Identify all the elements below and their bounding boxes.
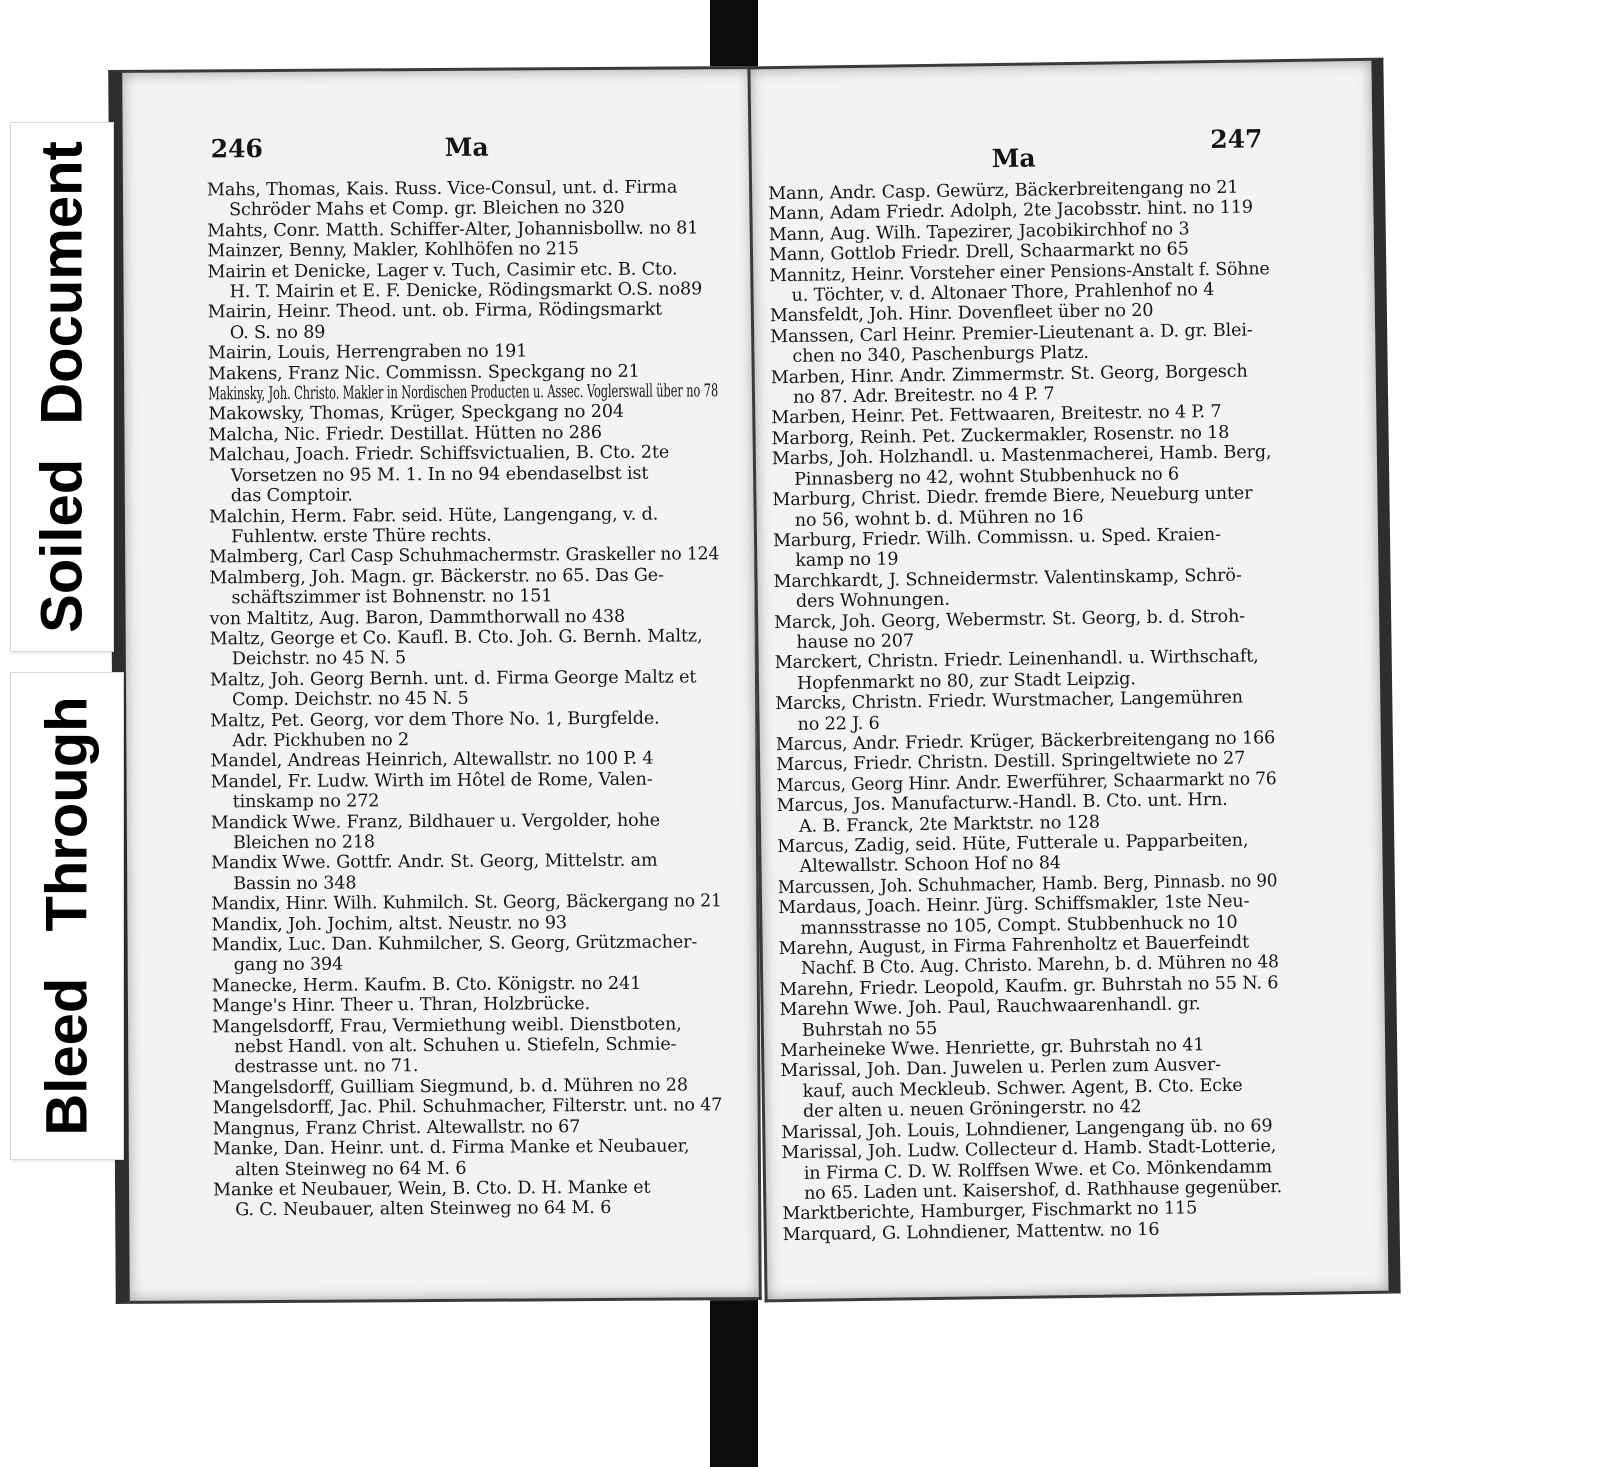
entry-line: Mandix, Joh. Jochim, altst. Neustr. no 93 — [211, 912, 567, 935]
directory-entry — [209, 443, 719, 507]
entry-line: Mansfeldt, Joh. Hinr. Dovenfleet über no 20 — [769, 301, 1154, 327]
entry-line: Mandix, Hinr. Wilh. Kuhmilch. St. Georg, Bäckergang no 21 — [211, 891, 722, 915]
entry-line: Mairin, Heinr. Theod. unt. ob. Firma, Rödingsmarkt — [207, 300, 663, 323]
right-directory-entries — [768, 177, 1283, 1245]
entry-line: Mannitz, Heinr. Vorsteher einer Pensions-Anstalt f. Söhne — [769, 258, 1270, 286]
entry-line: Malcha, Nic. Friedr. Destillat. Hütten no 286 — [208, 422, 602, 446]
directory-entry — [210, 667, 720, 711]
entry-continuation-line: in Firma C. D. W. Rolffsen Wwe. et Co. Mönkendamm — [803, 1156, 1273, 1184]
entry-continuation-line: Altewallstr. Schoon Hof no 84 — [799, 853, 1062, 878]
entry-line: Mange's Hinr. Theer u. Thran, Holzbrücke. — [211, 994, 591, 1017]
entry-line: Mandel, Fr. Ludw. Wirth im Hôtel de Rome, Valen- — [210, 769, 653, 793]
entry-line: Marben, Heinr. Pet. Fettwaaren, Breitestr. no 4 P. 7 — [771, 402, 1222, 429]
entry-line: Makens, Franz Nic. Commissn. Speckgang no 21 — [208, 361, 640, 385]
directory-entry — [780, 1055, 1281, 1123]
entry-line: Marck, Joh. Georg, Webermstr. St. Georg, b. d. Stroh- — [774, 606, 1246, 633]
entry-continuation-line: der alten u. neuen Gröningerstr. no 42 — [802, 1097, 1142, 1123]
directory-entry — [211, 891, 721, 915]
entry-line: Mairin et Denicke, Lager v. Tuch, Casimir etc. B. Cto. — [207, 259, 678, 283]
entry-line: Manke et Neubauer, Wein, B. Cto. D. H. Manke et — [213, 1177, 651, 1201]
entry-line: Malchau, Joach. Friedr. Schiffsvictualien, B. Cto. 2te — [208, 442, 670, 466]
directory-entry — [211, 851, 721, 895]
entry-line: Manssen, Carl Heinr. Premier-Lieutenant a. D. gr. Blei- — [770, 320, 1253, 348]
entry-continuation-line: Bleichen no 218 — [232, 832, 375, 854]
directory-entry — [777, 830, 1278, 878]
entry-line: Malchin, Herm. Fabr. seid. Hüte, Langengang, v. d. — [208, 504, 659, 527]
entry-line: Maltz, Joh. Georg Bernh. unt. d. Firma George Maltz et — [209, 667, 697, 691]
directory-entry — [213, 1136, 723, 1180]
entry-line: Marburg, Christ. Diedr. fremde Biere, Neueburg unter — [772, 483, 1253, 511]
entry-line: Mardaus, Joach. Heinr. Jürg. Schiffsmakler, 1ste Neu- — [778, 891, 1250, 919]
entry-line: Marckert, Christn. Friedr. Leinenhandl. u. Wirthschaft, — [774, 646, 1259, 674]
directory-entry — [778, 891, 1279, 939]
right-page-number: 247 — [1210, 124, 1263, 155]
directory-entry — [770, 320, 1271, 368]
entry-line: Maltz, Pet. Georg, vor dem Thore No. 1, Burgfelde. — [210, 708, 660, 731]
entry-continuation-line: Adr. Pickhuben no 2 — [232, 730, 410, 752]
entry-line: Maltz, George et Co. Kaufl. B. Cto. Joh. G. Bernh. Maltz, — [209, 626, 703, 650]
entry-continuation-line: das Comptoir. — [230, 485, 353, 507]
entry-line: Marcus, Andr. Friedr. Krüger, Bäckerbreitengang no 166 — [775, 728, 1276, 756]
directory-entry — [207, 218, 717, 242]
directory-entry — [769, 259, 1270, 307]
directory-entry — [781, 1136, 1282, 1204]
soiled-document-text: Soiled Document — [29, 141, 95, 633]
entry-continuation-line: gang no 394 — [233, 955, 344, 976]
entry-line: Marehn, Friedr. Leopold, Kaufm. gr. Buhrstah no 55 N. 6 — [779, 973, 1279, 1000]
directory-entry — [779, 932, 1280, 980]
entry-line: Mahs, Thomas, Kais. Russ. Vice-Consul, unt. d. Firma — [206, 177, 678, 201]
directory-entry — [772, 442, 1273, 490]
entry-line: Manke, Dan. Heinr. unt. d. Firma Manke et Neubauer, — [212, 1136, 690, 1160]
right-running-head: Ma — [991, 143, 1036, 174]
entry-continuation-line: Comp. Deichstr. no 45 N. 5 — [232, 688, 469, 711]
entry-line: Marheineke Wwe. Henriette, gr. Buhrstah no 41 — [780, 1035, 1205, 1062]
entry-continuation-line: O. S. no 89 — [229, 322, 326, 344]
entry-continuation-line: Fuhlentw. erste Thüre rechts. — [231, 525, 492, 548]
entry-line: Mandel, Andreas Heinrich, Altewallstr. no 100 P. 4 — [210, 749, 654, 772]
entry-line: Marborg, Reinh. Pet. Zuckermakler, Rosenstr. no 18 — [771, 422, 1230, 450]
directory-entry — [208, 381, 718, 405]
directory-entry — [208, 300, 718, 344]
entry-line: Marehn, August, in Firma Fahrenholtz et Bauerfeindt — [778, 932, 1250, 960]
entry-continuation-line: schäftszimmer ist Bohnenstr. no 151 — [231, 586, 553, 609]
entry-line: Mann, Andr. Casp. Gewürz, Bäckerbreitengang no 21 — [768, 177, 1239, 205]
entry-continuation-line: nebst Handl. von alt. Schuhen u. Stiefeln, Schmie- — [234, 1034, 677, 1058]
entry-continuation-line: no 87. Adr. Breitestr. no 4 P. 7 — [792, 384, 1055, 408]
entry-continuation-line: kauf, auch Meckleub. Schwer. Agent, B. Cto. Ecke — [802, 1075, 1243, 1102]
directory-entry — [211, 810, 721, 854]
entry-line: Marktberichte, Hamburger, Fischmarkt no 115 — [782, 1198, 1198, 1225]
directory-entry — [210, 708, 720, 752]
directory-entry — [209, 565, 719, 609]
entry-continuation-line: H. T. Mairin et E. F. Denicke, Rödingsmarkt O.S. no89 — [229, 279, 703, 303]
entry-line: Malmberg, Carl Casp Schuhmachermstr. Graskeller no 124 — [209, 544, 720, 568]
entry-continuation-line: no 65. Laden unt. Kaisershof, d. Rathhause gegenüber. — [804, 1177, 1283, 1204]
entry-continuation-line: alten Steinweg no 64 M. 6 — [234, 1158, 467, 1180]
directory-entry — [775, 687, 1276, 735]
directory-entry — [207, 177, 717, 221]
directory-entry — [213, 1096, 723, 1120]
directory-entry — [207, 259, 717, 303]
entry-continuation-line: Deichstr. no 45 N. 5 — [231, 648, 407, 670]
entry-continuation-line: no 22 J. 6 — [797, 713, 880, 735]
entry-line: Marissal, Joh. Ludw. Collecteur d. Hamb. Stadt-Lotterie, — [781, 1136, 1277, 1164]
directory-entry — [772, 483, 1273, 531]
entry-line: Marben, Hinr. Andr. Zimmermstr. St. Georg, Borgesch — [770, 361, 1248, 388]
entry-line: Makowsky, Thomas, Krüger, Speckgang no 204 — [208, 402, 624, 425]
entry-line: Mann, Gottlob Friedr. Drell, Schaarmarkt no 65 — [768, 239, 1189, 266]
entry-line: Marcussen, Joh. Schuhmacher, Hamb. Berg, Pinnasb. no 90 — [777, 870, 1278, 898]
entry-continuation-line: G. C. Neubauer, alten Steinweg no 64 M. 6 — [235, 1198, 612, 1221]
entry-line: Mainzer, Benny, Makler, Kohlhöfen no 215 — [207, 239, 579, 262]
entry-continuation-line: Bassin no 348 — [233, 873, 357, 895]
entry-line: Mairin, Louis, Herrengraben no 191 — [207, 341, 528, 364]
directory-entry — [775, 647, 1276, 695]
entry-continuation-line: mannsstrasse no 105, Compt. Stubbenhuck no 10 — [800, 912, 1238, 939]
entry-line: Mangelsdorff, Guilliam Siegmund, b. d. Mühren no 28 — [212, 1075, 688, 1099]
entry-continuation-line: Schröder Mahs et Comp. gr. Bleichen no 320 — [229, 198, 625, 221]
directory-entry — [210, 626, 720, 670]
entry-line: Marquard, G. Lohndiener, Mattentw. no 16 — [782, 1219, 1160, 1245]
soiled-document-label — [10, 122, 114, 652]
directory-entry — [771, 361, 1272, 409]
entry-continuation-line: A. B. Franck, 2te Marktstr. no 128 — [798, 812, 1100, 837]
entry-line: Marbs, Joh. Holzhandl. u. Mastenmacherei, Hamb. Berg, — [771, 442, 1272, 470]
left-page-header — [123, 131, 752, 175]
entry-line: Mandick Wwe. Franz, Bildhauer u. Vergolder, hohe — [210, 810, 661, 833]
directory-entry — [209, 545, 719, 569]
left-directory-entries — [207, 177, 723, 1221]
directory-entry — [209, 504, 719, 548]
directory-entry — [777, 789, 1278, 837]
bleed-through-label — [10, 672, 124, 1160]
right-page-header — [751, 123, 1372, 172]
entry-line: Manecke, Herm. Kaufm. B. Cto. Königstr. no 241 — [211, 973, 642, 997]
directory-entry — [210, 749, 720, 773]
entry-continuation-line: ders Wohnungen. — [795, 589, 950, 612]
entry-line: Marcks, Christn. Friedr. Wurstmacher, Langemühren — [775, 687, 1244, 715]
directory-entry — [213, 1177, 723, 1221]
bleed-through-text: Bleed Through — [34, 696, 100, 1136]
entry-line: Marburg, Friedr. Wilh. Commissn. u. Sped. Kraien- — [772, 524, 1221, 552]
directory-entry — [779, 993, 1280, 1041]
entry-line: Mangelsdorff, Jac. Phil. Schuhmacher, Filterstr. unt. no 47 — [212, 1095, 723, 1119]
directory-entry — [773, 565, 1274, 613]
entry-continuation-line: Nachf. B Cto. Aug. Christo. Marehn, b. d. Mühren no 48 — [800, 952, 1279, 980]
entry-line: Mann, Aug. Wilh. Tapezirer, Jacobikirchhof no 3 — [768, 219, 1190, 246]
entry-line: Marehn Wwe. Joh. Paul, Rauchwaarenhandl. gr. — [779, 994, 1201, 1021]
entry-continuation-line: kamp no 19 — [795, 549, 899, 572]
entry-line: Malmberg, Joh. Magn. gr. Bäckerstr. no 65. Das Ge- — [209, 565, 664, 589]
entry-continuation-line: chen no 340, Paschenburgs Platz. — [792, 343, 1089, 368]
entry-line: Mandix Wwe. Gottfr. Andr. St. Georg, Mittelstr. am — [211, 851, 658, 874]
entry-line: Makinsky, Joh. Christo. Makler in Nordischen Producten u. Assec. Voglerswall über no 78 — [208, 381, 719, 405]
entry-continuation-line: Buhrstah no 55 — [801, 1018, 938, 1041]
entry-continuation-line: hause no 207 — [796, 631, 915, 653]
entry-continuation-line: tinskamp no 272 — [232, 791, 380, 813]
entry-continuation-line: u. Töchter, v. d. Altonaer Thore, Prahlenhof no 4 — [791, 280, 1215, 306]
directory-entry — [774, 606, 1275, 654]
directory-entry — [212, 932, 722, 976]
entry-line: Mangelsdorff, Frau, Vermiethung weibl. Dienstboten, — [212, 1014, 682, 1038]
left-running-head: Ma — [444, 132, 489, 162]
entry-line: von Maltitz, Aug. Baron, Dammthorwall no 438 — [209, 606, 626, 629]
entry-line: Mann, Adam Friedr. Adolph, 2te Jacobsstr. hint. no 119 — [768, 197, 1254, 225]
entry-line: Marcus, Georg Hinr. Andr. Ewerführer, Schaarmarkt no 76 — [776, 768, 1277, 796]
entry-line: Mandix, Luc. Dan. Kuhmilcher, S. Georg, Grützmacher- — [211, 932, 698, 956]
entry-line: Marcus, Zadig, seid. Hüte, Futterale u. Papparbeiten, — [777, 830, 1249, 858]
entry-continuation-line: no 56, wohnt b. d. Mühren no 16 — [794, 506, 1084, 531]
directory-entry — [773, 524, 1274, 572]
entry-continuation-line: Pinnasberg no 42, wohnt Stubbenhuck no 6 — [794, 464, 1180, 490]
entry-line: Mahts, Conr. Matth. Schiffer-Alter, Johannisbollw. no 81 — [207, 218, 699, 242]
entry-line: Marcus, Jos. Manufacturw.-Handl. B. Cto. unt. Hrn. — [776, 790, 1228, 817]
entry-line: Marissal, Joh. Dan. Juwelen u. Perlen zum Ausver- — [780, 1055, 1222, 1082]
left-page-number: 246 — [210, 134, 263, 164]
entry-continuation-line: Hopfenmarkt no 80, zur Stadt Leipzig. — [796, 668, 1136, 694]
directory-entry — [212, 1014, 722, 1078]
entry-line: Mangnus, Franz Christ. Altewallstr. no 67 — [212, 1116, 581, 1140]
left-page — [108, 66, 762, 1304]
entry-continuation-line: Vorsetzen no 95 M. 1. In no 94 ebendaselbst ist — [230, 463, 649, 486]
entry-continuation-line: destrasse unt. no 71. — [234, 1056, 419, 1078]
entry-line: Marissal, Joh. Louis, Lohndiener, Langengang üb. no 69 — [781, 1115, 1273, 1143]
right-page — [747, 58, 1400, 1303]
directory-entry — [211, 769, 721, 813]
entry-line: Marcus, Friedr. Christn. Destill. Springeltwiete no 27 — [776, 748, 1246, 776]
entry-line: Marchkardt, J. Schneidermstr. Valentinskamp, Schrö- — [773, 565, 1242, 592]
